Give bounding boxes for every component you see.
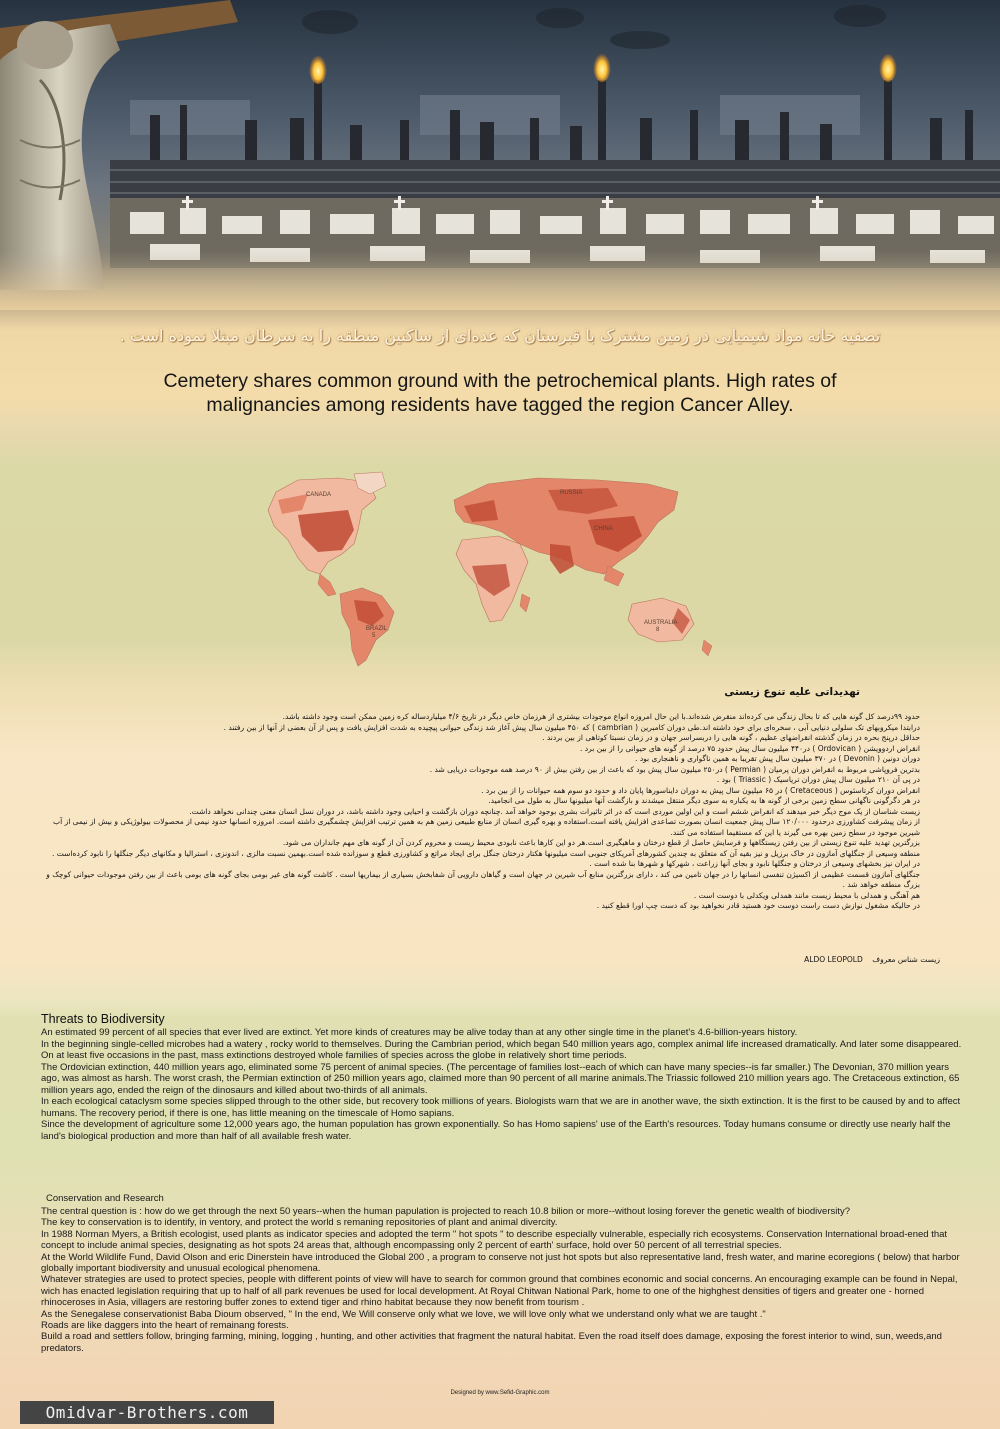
persian-paragraph: حداقل درپنج بحره در زمان گذشته انقراضهای عظیم ، گونه هایی را دربسراسر جهان و در زمان نسبتا کوتاهی از بین بردند . [542,733,920,742]
conservation-paragraph: The central question is : how do we get through the next 50 years--when the human papulation is projected to reach 10.8 bilion or more--without losing forever the genetic wealth of biodiversity? [41,1206,851,1217]
persian-paragraph: هم آهنگی و همدلی با محیط زیست مانند همدلی ویکدلی با دوست است . [693,890,920,900]
conservation-paragraph: Roads are like daggers into the heart of remainang forests. [41,1320,289,1332]
persian-paragraph: در ایران نیز بخشهای وسیعی از درختان و جنگلها نابود و بجای آنها زراعت ، شهرکها و شهرها بنا شده است . [589,859,920,868]
header-photo [0,0,1000,310]
map-label-brazil: BRAZIL [366,626,388,632]
conservation-title: Conservation and Research [46,1193,164,1204]
conservation-paragraph: At the World Wildlife Fund, David Olson and eric Dinerstein have introduced the Global 200 , a program to conserve not just hot spots but also representative land, fresh water, and marine ecoregions ( below) that harbor globally important biodiversity and unusual ecological phenomena. [41,1251,960,1275]
persian-paragraph: در هر دگرگونی ناگهانی سطح زمین برخی از گونه ها به یکباره به سوی دیگر منتقل میشدند و بازگشت آنها میلیونها سال به طول می انجامید. [488,796,920,805]
map-label-australia: AUSTRALIA [644,620,678,626]
map-label-australia-value: 8 [656,627,660,633]
persian-paragraph: زیست شناسان از یک موج دیگر خبر میدهند که انقراض ششم است و این اولین موردی است که در اثر تاثیرات بشری بوجود خواهد آمد .چنانچه دوران بازگشت و احیایی وجود داشته باشد، در دوران نسل انسان معنی چندانی نخواهد داشت. [189,806,920,816]
threats-paragraph: Since the development of agriculture some 12,000 years ago, the human population has grown exponentially. So has Homo sapiens' use of the Earth's resources. Today humans consume or directly use nearly half the land's biological production and more than half of all available fresh water. [41,1119,951,1142]
conservation-paragraph: As the Senegalese conservationist Baba Dioum observed, " In the end, We Will conserve only what we love, we will love only what we understand only what we are taught ." [41,1308,766,1320]
conservation-paragraph: The key to conservation is to identify, in ventory, and protect the world s remaning repositories of plant and animal divercity. [41,1217,558,1229]
persian-paragraph: از زمان پیشرفت کشاورزی درحدود ۱۲۰/۰۰۰ سال پیش جمعیت انسان بصورت تصاعدی افزایش یافته است.استفاده و بهره گیری انسان از منابع طبیعی زمین هم به همین ترتیب افزایش چشمگیری داشته است. امروزه انسانها حدود نیمی از محصولات بیولوژیکی و بیش از نیمی از آب شیرین موجود در سطح زمین بهره می گیرند یا این که مستقیما استفاده می کنند. [53,817,920,837]
threats-paragraph: An estimated 99 percent of all species that ever lived are extinct. Yet more kinds of creatures may be alive today than at any other single time in the planet's 4.6-billion-years history. [41,1027,798,1038]
persian-title: تهدیداتی علیه تنوع زیستی [724,686,860,698]
english-caption-line-2: malignancies among residents have tagged the region Cancer Alley. [206,394,794,416]
map-label-russia: RUSSIA [560,490,583,496]
world-map-graphic [258,470,728,670]
persian-paragraph: منطقه وسیعی از جنگلهای آمازون در خاک برزیل و نیز بقیه آن که متعلق به چندین کشورهای آمریکای جنوبی است میلیونها هکتار درختان جنگل برای ایجاد مراتع و کشاورزی قطع و سوزانده شده است.بهمین نسبت مالزی ، اندونزی ، استرالیا و مکانهای دیگر جنگلها را نابود کرده‌است . [52,848,920,858]
persian-paragraph: بدترین فروپاشی مربوط به انقراض دوران پرمیان ( Permian ) در۲۵۰ میلیون سال پیش بود که باعث از بین رفتن بیش از ۹۰ درصد همه موجودات دریایی شد . [429,764,920,774]
persian-paragraph: انقراض اردوویشن ( Ordovican ) در۴۴۰ میلیون سال پیش حدود ۷۵ درصد از گونه های حیوانی را از بین برد . [579,743,920,753]
threats-paragraph: In the beginning single-celled microbes had a watery , rocky world to themselves. During the Cambrian period, which began 540 million years ago, complex animal life increased dramatically. And later some disappeared. On at least five occasions in the past, mass extinctions destroyed whole families of species across the globe in relatively short time periods. [41,1038,962,1061]
conservation-paragraph: In 1988 Norman Myers, a British ecologist, used plants as indicator species and adopted the term " hot spots " to describe especially vulnerable, especially rich ecosystems. Conservation International broad-ened that concept to include animal species, designating as hot spots 24 areas that, although encompassing only 2 percent of earth' surface, hold over 50 percent of all terrestrial species. [41,1228,948,1252]
persian-paragraph: بزرگترین تهدید علیه تنوع زیستی از بین رفتن زیستگاهها و فرسایش حاصل از قطع درختان و ماهیگیری است.هر دو این کارها باعث نابودی محیط زیست و محروم کردن آن از گونه های مهم جانداران می شود. [282,838,920,847]
persian-paragraph: در پی آن ۲۱۰ میلیون سال پیش دوران تریاسیک ( Triassic ) بود . [716,775,920,784]
persian-paragraph: درابتدا میکروبهای تک سلولی دنیایی آبی ، سخره‌ای برای خود داشته اند.طی دوران کامبرین ( cambrian ) که ۴۵۰ میلیون سال پیش آغاز شد زندگی حیوانی پیچیده به شدت افزایش یافت و پس از آن بعضی از آنها از بین رفتند . [223,722,920,732]
signature-role: زیست شناس معروف [872,955,940,964]
designer-credit: Designed by www.Sefid-Graphic.com [450,1390,550,1396]
refinery-cemetery-photo [0,0,1000,310]
persian-caption: تصفیه خانه مواد شیمیایی در زمین مشترک با قبرستان که عده‌ای از ساکنین منطقه را به سرطان مبتلا نموده است . [119,326,881,345]
threats-title: Threats to Biodiversity [41,1012,165,1026]
threats-body [41,1027,966,1142]
conservation-paragraph: Whatever strategies are used to protect species, people with different points of view will have to search for common ground that combines economic and social concerns. An encouraging example can be found in Nepal, wich has enacted legislation requiring that up to half of all park revenues be used for local development. At Royal Chitwan National Park, home to one of the highghest densities of tigers and greater one - horned rhinoceroses in Asia, villagers are restoring buffer zones to extend tiger and rhino habitat because they now benefit from tourism . [41,1274,958,1309]
persian-paragraph: در حالیکه مشغول نوازش دست راست دوست خود هستید قادر نخواهید بود که دست چپ اورا قطع کنید . [596,901,920,910]
conservation-paragraph: Build a road and settlers follow, bringing farming, mining, logging , hunting, and other activities that fragment the natural habitat. Even the road itself does damage, exposing the forest interior to wind, sun, weeds,and predators. [41,1331,942,1354]
map-label-canada: CANADA [306,492,332,498]
world-map [258,470,728,670]
map-label-china: CHINA [594,526,613,532]
persian-signature [60,955,940,964]
conservation-body [41,1206,966,1354]
threats-paragraph: The Ordovician extinction, 440 million years ago, eliminated some 75 percent of animal species. (The percentage of families lost--each of which can have many species--is far smaller.) The Devonian, 370 million years ago, was almost as harsh. The worst crash, the Permian extinction of 250 million years ago, claimed more than 90 percent of all marine animals.The Triassic followed 210 million years ago. The Cretaceous extinction, 65 million years ago, ended the reign of the dinosaurs and killed about two-thirds of all animals. [41,1061,960,1096]
persian-paragraph: دوران دونین ( Devonin ) در ۳۷۰ میلیون سال پیش تقریبا به همین ناگواری و ناهنجاری بود . [635,754,920,763]
persian-body [40,712,920,912]
persian-paragraph: جنگلهای آمازون قسمت عظیمی از اکسیژن تنفسی انسانها را در جهان تامین می کند ، دارای بزرگترین منابع آب شیرین در جهان است و گیاهان دارویی آن شفابخش بسیاری از بیماریها است . کاشت گونه های غیر بومی بجای گونه های بومی باعث از بین رفتن موجودات حیوانی کوچک و بزرگ منطقه خواهد شد . [46,869,920,889]
english-caption [80,369,920,417]
english-caption-line-1: Cemetery shares common ground with the petrochemical plants. High rates of [163,370,837,392]
persian-paragraph: انقراض دوران کرتاسئوس ( Cretaceous ) در ۶۵ میلیون سال پیش به دوران دایناسورها پایان داد و حدود دو سوم همه حیوانات را از بین برد . [481,785,920,795]
threats-paragraph: In each ecological cataclysm some species slipped through to the other side, but recovery took millions of years. Biologists warn that we are in another wave, the sixth extinction. It is the first to be caused by and to affect humans. The recovery period, if there is one, has little meaning on the timescale of Homo sapians. [41,1096,961,1119]
signature-name: ALDO LEOPOLD [804,955,863,964]
persian-paragraph: حدود ۹۹درصد کل گونه هایی که تا بحال زندگی می کرده‌اند منقرض شده‌اند.با این حال امروزه انواع موجودات بیشتری از هرزمان خاص دیگر در تاریخ ۴/۶ میلیاردساله کره زمین ممکن است وجود داشته باشد. [282,712,920,721]
watermark-badge: Omidvar-Brothers.com [20,1401,274,1424]
map-label-brazil-value: 5 [372,633,376,639]
